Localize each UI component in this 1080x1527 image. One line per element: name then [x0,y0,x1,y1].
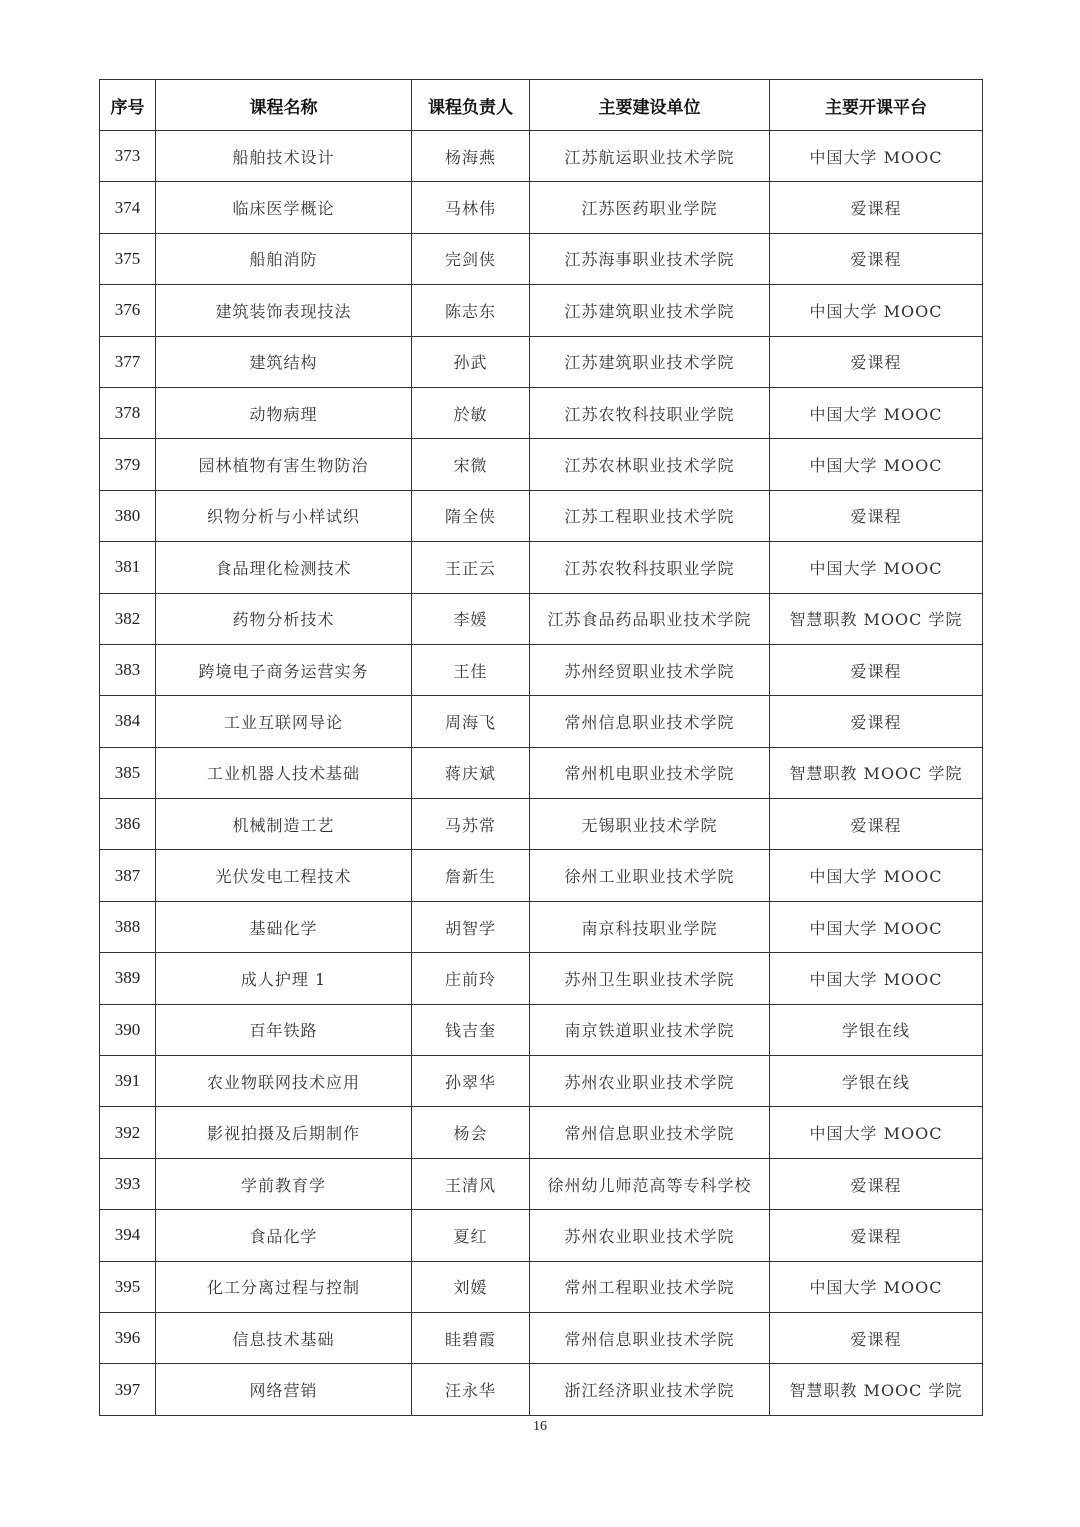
platform-cell: 爱课程 [770,182,983,233]
course-name-cell: 百年铁路 [156,1004,412,1055]
institution-cell: 常州信息职业技术学院 [530,696,770,747]
institution-cell: 常州信息职业技术学院 [530,1312,770,1363]
institution-cell: 江苏海事职业技术学院 [530,233,770,284]
course-leader-cell: 孙武 [412,336,530,387]
platform-cell: 中国大学 MOOC [770,901,983,952]
platform-cell: 智慧职教 MOOC 学院 [770,1364,983,1415]
course-leader-cell: 於敏 [412,387,530,438]
course-name-cell: 成人护理 1 [156,953,412,1004]
institution-cell: 常州机电职业技术学院 [530,747,770,798]
course-name-cell: 网络营销 [156,1364,412,1415]
course-name-cell: 工业互联网导论 [156,696,412,747]
course-leader-cell: 眭碧霞 [412,1312,530,1363]
course-leader-cell: 宋微 [412,439,530,490]
course-leader-cell: 汪永华 [412,1364,530,1415]
course-name-cell: 工业机器人技术基础 [156,747,412,798]
course-name-cell: 学前教育学 [156,1158,412,1209]
table-row [100,593,983,644]
institution-cell: 常州工程职业技术学院 [530,1261,770,1312]
table-row [100,644,983,695]
table-row [100,387,983,438]
serial-number-cell: 388 [100,901,156,952]
course-table [99,79,983,1416]
table-row [100,1364,983,1415]
institution-cell: 江苏建筑职业技术学院 [530,285,770,336]
institution-cell: 浙江经济职业技术学院 [530,1364,770,1415]
course-leader-cell: 李媛 [412,593,530,644]
institution-cell: 江苏工程职业技术学院 [530,490,770,541]
course-name-cell: 信息技术基础 [156,1312,412,1363]
serial-number-cell: 396 [100,1312,156,1363]
header-course-leader: 课程负责人 [412,80,530,131]
table-row [100,182,983,233]
institution-cell: 苏州经贸职业技术学院 [530,644,770,695]
course-leader-cell: 刘媛 [412,1261,530,1312]
header-serial-number: 序号 [100,80,156,131]
course-leader-cell: 孙翠华 [412,1056,530,1107]
platform-cell: 爱课程 [770,696,983,747]
course-name-cell: 临床医学概论 [156,182,412,233]
institution-cell: 常州信息职业技术学院 [530,1107,770,1158]
platform-cell: 学银在线 [770,1056,983,1107]
platform-cell: 智慧职教 MOOC 学院 [770,593,983,644]
table-row [100,799,983,850]
serial-number-cell: 395 [100,1261,156,1312]
course-leader-cell: 钱吉奎 [412,1004,530,1055]
serial-number-cell: 375 [100,233,156,284]
table-row [100,336,983,387]
table-body [100,131,983,1416]
institution-cell: 无锡职业技术学院 [530,799,770,850]
platform-cell: 爱课程 [770,799,983,850]
course-name-cell: 基础化学 [156,901,412,952]
course-name-cell: 动物病理 [156,387,412,438]
serial-number-cell: 391 [100,1056,156,1107]
table-row [100,490,983,541]
course-name-cell: 食品理化检测技术 [156,542,412,593]
course-name-cell: 船舶消防 [156,233,412,284]
serial-number-cell: 393 [100,1158,156,1209]
course-leader-cell: 杨海燕 [412,131,530,182]
course-leader-cell: 夏红 [412,1210,530,1261]
platform-cell: 爱课程 [770,336,983,387]
course-name-cell: 机械制造工艺 [156,799,412,850]
serial-number-cell: 389 [100,953,156,1004]
table-row [100,439,983,490]
platform-cell: 中国大学 MOOC [770,285,983,336]
table-row [100,953,983,1004]
course-leader-cell: 王佳 [412,644,530,695]
course-name-cell: 食品化学 [156,1210,412,1261]
course-leader-cell: 隋全侠 [412,490,530,541]
serial-number-cell: 380 [100,490,156,541]
course-name-cell: 药物分析技术 [156,593,412,644]
platform-cell: 中国大学 MOOC [770,542,983,593]
table-row [100,696,983,747]
platform-cell: 中国大学 MOOC [770,131,983,182]
serial-number-cell: 376 [100,285,156,336]
platform-cell: 中国大学 MOOC [770,953,983,1004]
serial-number-cell: 381 [100,542,156,593]
course-leader-cell: 蒋庆斌 [412,747,530,798]
table-row [100,901,983,952]
header-institution: 主要建设单位 [530,80,770,131]
table-row [100,850,983,901]
header-platform: 主要开课平台 [770,80,983,131]
course-leader-cell: 马苏常 [412,799,530,850]
platform-cell: 爱课程 [770,644,983,695]
institution-cell: 江苏食品药品职业技术学院 [530,593,770,644]
platform-cell: 爱课程 [770,1210,983,1261]
course-leader-cell: 王清风 [412,1158,530,1209]
platform-cell: 中国大学 MOOC [770,1261,983,1312]
table-row [100,1158,983,1209]
course-name-cell: 光伏发电工程技术 [156,850,412,901]
platform-cell: 爱课程 [770,1158,983,1209]
table-row [100,1210,983,1261]
course-name-cell: 影视拍摄及后期制作 [156,1107,412,1158]
serial-number-cell: 387 [100,850,156,901]
serial-number-cell: 397 [100,1364,156,1415]
platform-cell: 学银在线 [770,1004,983,1055]
course-name-cell: 园林植物有害生物防治 [156,439,412,490]
serial-number-cell: 373 [100,131,156,182]
course-leader-cell: 马林伟 [412,182,530,233]
page-number: 16 [533,1419,547,1434]
serial-number-cell: 390 [100,1004,156,1055]
table-row [100,1261,983,1312]
table-row [100,542,983,593]
serial-number-cell: 383 [100,644,156,695]
table-row [100,131,983,182]
course-name-cell: 跨境电子商务运营实务 [156,644,412,695]
course-name-cell: 织物分析与小样试织 [156,490,412,541]
serial-number-cell: 382 [100,593,156,644]
course-name-cell: 化工分离过程与控制 [156,1261,412,1312]
header-course-name: 课程名称 [156,80,412,131]
course-leader-cell: 詹新生 [412,850,530,901]
platform-cell: 智慧职教 MOOC 学院 [770,747,983,798]
institution-cell: 南京科技职业学院 [530,901,770,952]
course-leader-cell: 完剑侠 [412,233,530,284]
platform-cell: 中国大学 MOOC [770,850,983,901]
table-header-row [100,80,983,131]
platform-cell: 爱课程 [770,233,983,284]
institution-cell: 苏州农业职业技术学院 [530,1056,770,1107]
serial-number-cell: 385 [100,747,156,798]
serial-number-cell: 386 [100,799,156,850]
institution-cell: 苏州卫生职业技术学院 [530,953,770,1004]
course-leader-cell: 陈志东 [412,285,530,336]
institution-cell: 南京铁道职业技术学院 [530,1004,770,1055]
course-leader-cell: 庄前玲 [412,953,530,1004]
serial-number-cell: 394 [100,1210,156,1261]
serial-number-cell: 377 [100,336,156,387]
course-leader-cell: 周海飞 [412,696,530,747]
platform-cell: 中国大学 MOOC [770,387,983,438]
table-row [100,1056,983,1107]
serial-number-cell: 379 [100,439,156,490]
platform-cell: 爱课程 [770,1312,983,1363]
serial-number-cell: 374 [100,182,156,233]
platform-cell: 爱课程 [770,490,983,541]
institution-cell: 江苏农牧科技职业学院 [530,387,770,438]
course-leader-cell: 王正云 [412,542,530,593]
institution-cell: 徐州幼儿师范高等专科学校 [530,1158,770,1209]
institution-cell: 江苏建筑职业技术学院 [530,336,770,387]
course-leader-cell: 杨会 [412,1107,530,1158]
course-name-cell: 建筑装饰表现技法 [156,285,412,336]
table-row [100,1312,983,1363]
serial-number-cell: 392 [100,1107,156,1158]
serial-number-cell: 378 [100,387,156,438]
institution-cell: 江苏医药职业学院 [530,182,770,233]
platform-cell: 中国大学 MOOC [770,1107,983,1158]
institution-cell: 江苏航运职业技术学院 [530,131,770,182]
table-row [100,747,983,798]
table-row [100,285,983,336]
course-name-cell: 船舶技术设计 [156,131,412,182]
table-row [100,1004,983,1055]
table-row [100,233,983,284]
institution-cell: 江苏农牧科技职业学院 [530,542,770,593]
institution-cell: 江苏农林职业技术学院 [530,439,770,490]
institution-cell: 苏州农业职业技术学院 [530,1210,770,1261]
course-name-cell: 农业物联网技术应用 [156,1056,412,1107]
course-leader-cell: 胡智学 [412,901,530,952]
institution-cell: 徐州工业职业技术学院 [530,850,770,901]
course-name-cell: 建筑结构 [156,336,412,387]
serial-number-cell: 384 [100,696,156,747]
platform-cell: 中国大学 MOOC [770,439,983,490]
table-row [100,1107,983,1158]
